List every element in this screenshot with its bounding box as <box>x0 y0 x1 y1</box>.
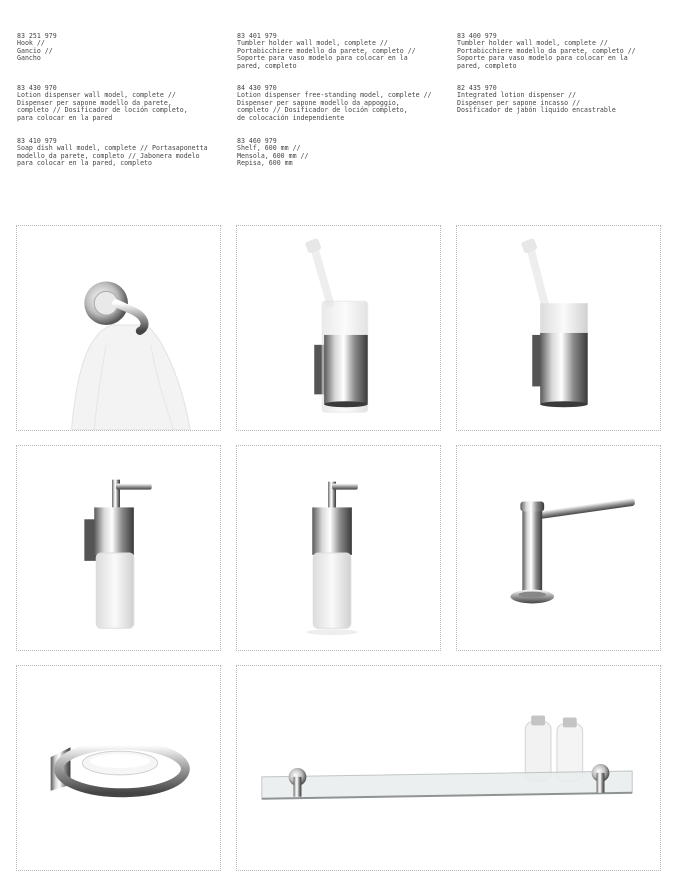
entry-soap-dish <box>17 130 208 168</box>
entry-shelf <box>237 130 308 168</box>
product-description: Tumbler holder wall model, complete // Portabicchiere modello da parete, completo // Soporte para vaso modelo para colocar en la pared, completo <box>457 39 636 70</box>
product-code: 83 460 979 <box>237 136 277 145</box>
product-code: 84 430 970 <box>237 83 277 92</box>
hook-with-towel-photo <box>17 226 220 430</box>
tumbler-holder-wall-photo <box>237 226 440 430</box>
product-description: Integrated lotion dispenser // Dispenser per sapone incasso // Dosificador de jabón líquido encastrable <box>457 91 616 115</box>
product-description: Hook // Gancio // Gancho <box>17 39 53 63</box>
product-code: 82 435 970 <box>457 83 497 92</box>
product-code: 83 400 979 <box>457 31 497 40</box>
product-photo-lotion-dispenser-wall <box>16 445 221 651</box>
glass-shelf-photo <box>237 666 660 870</box>
soap-dish-wall-photo <box>17 666 220 870</box>
entry-hook <box>17 25 57 63</box>
entry-integrated-lotion-dispenser <box>457 77 616 115</box>
lotion-dispenser-wall-photo <box>17 446 220 650</box>
product-description: Tumbler holder wall model, complete // Portabicchiere modello da parete, completo // Soporte para vaso modelo para colocar en la pared, completo <box>237 39 416 70</box>
product-photo-integrated-lotion-dispenser <box>456 445 661 651</box>
product-code: 83 410 979 <box>17 136 57 145</box>
product-code: 83 401 979 <box>237 31 277 40</box>
product-photo-tumbler-holder-2 <box>456 225 661 431</box>
product-description: Soap dish wall model, complete // Portasaponetta modello da parete, completo // Jabonera modelo para colocar en la pared, completo <box>17 144 208 168</box>
product-photo-hook <box>16 225 221 431</box>
entry-tumbler-holder-2 <box>457 25 636 71</box>
product-description: Lotion dispenser wall model, complete // Dispenser per sapone modello da parete, completo // Dosificador de loción completo, para colocar en la pared <box>17 91 188 122</box>
lotion-dispenser-freestanding-photo <box>237 446 440 650</box>
tumbler-holder-frosted-photo <box>457 226 660 430</box>
product-photo-shelf <box>236 665 661 871</box>
product-photo-tumbler-holder-1 <box>236 225 441 431</box>
product-description: Lotion dispenser free-standing model, complete // Dispenser per sapone modello da appoggio, completo // Dosificador de loción completo, de colocación independiente <box>237 91 432 122</box>
product-photo-soap-dish <box>16 665 221 871</box>
product-photo-lotion-dispenser-freestanding <box>236 445 441 651</box>
entry-tumbler-holder-1 <box>237 25 416 71</box>
product-code: 83 430 970 <box>17 83 57 92</box>
integrated-lotion-dispenser-photo <box>457 446 660 650</box>
product-code: 83 251 979 <box>17 31 57 40</box>
product-description: Shelf, 600 mm // Mensola, 600 mm // Repisa, 600 mm <box>237 144 309 168</box>
entry-lotion-dispenser-wall <box>17 77 188 123</box>
entry-lotion-dispenser-freestanding <box>237 77 432 123</box>
